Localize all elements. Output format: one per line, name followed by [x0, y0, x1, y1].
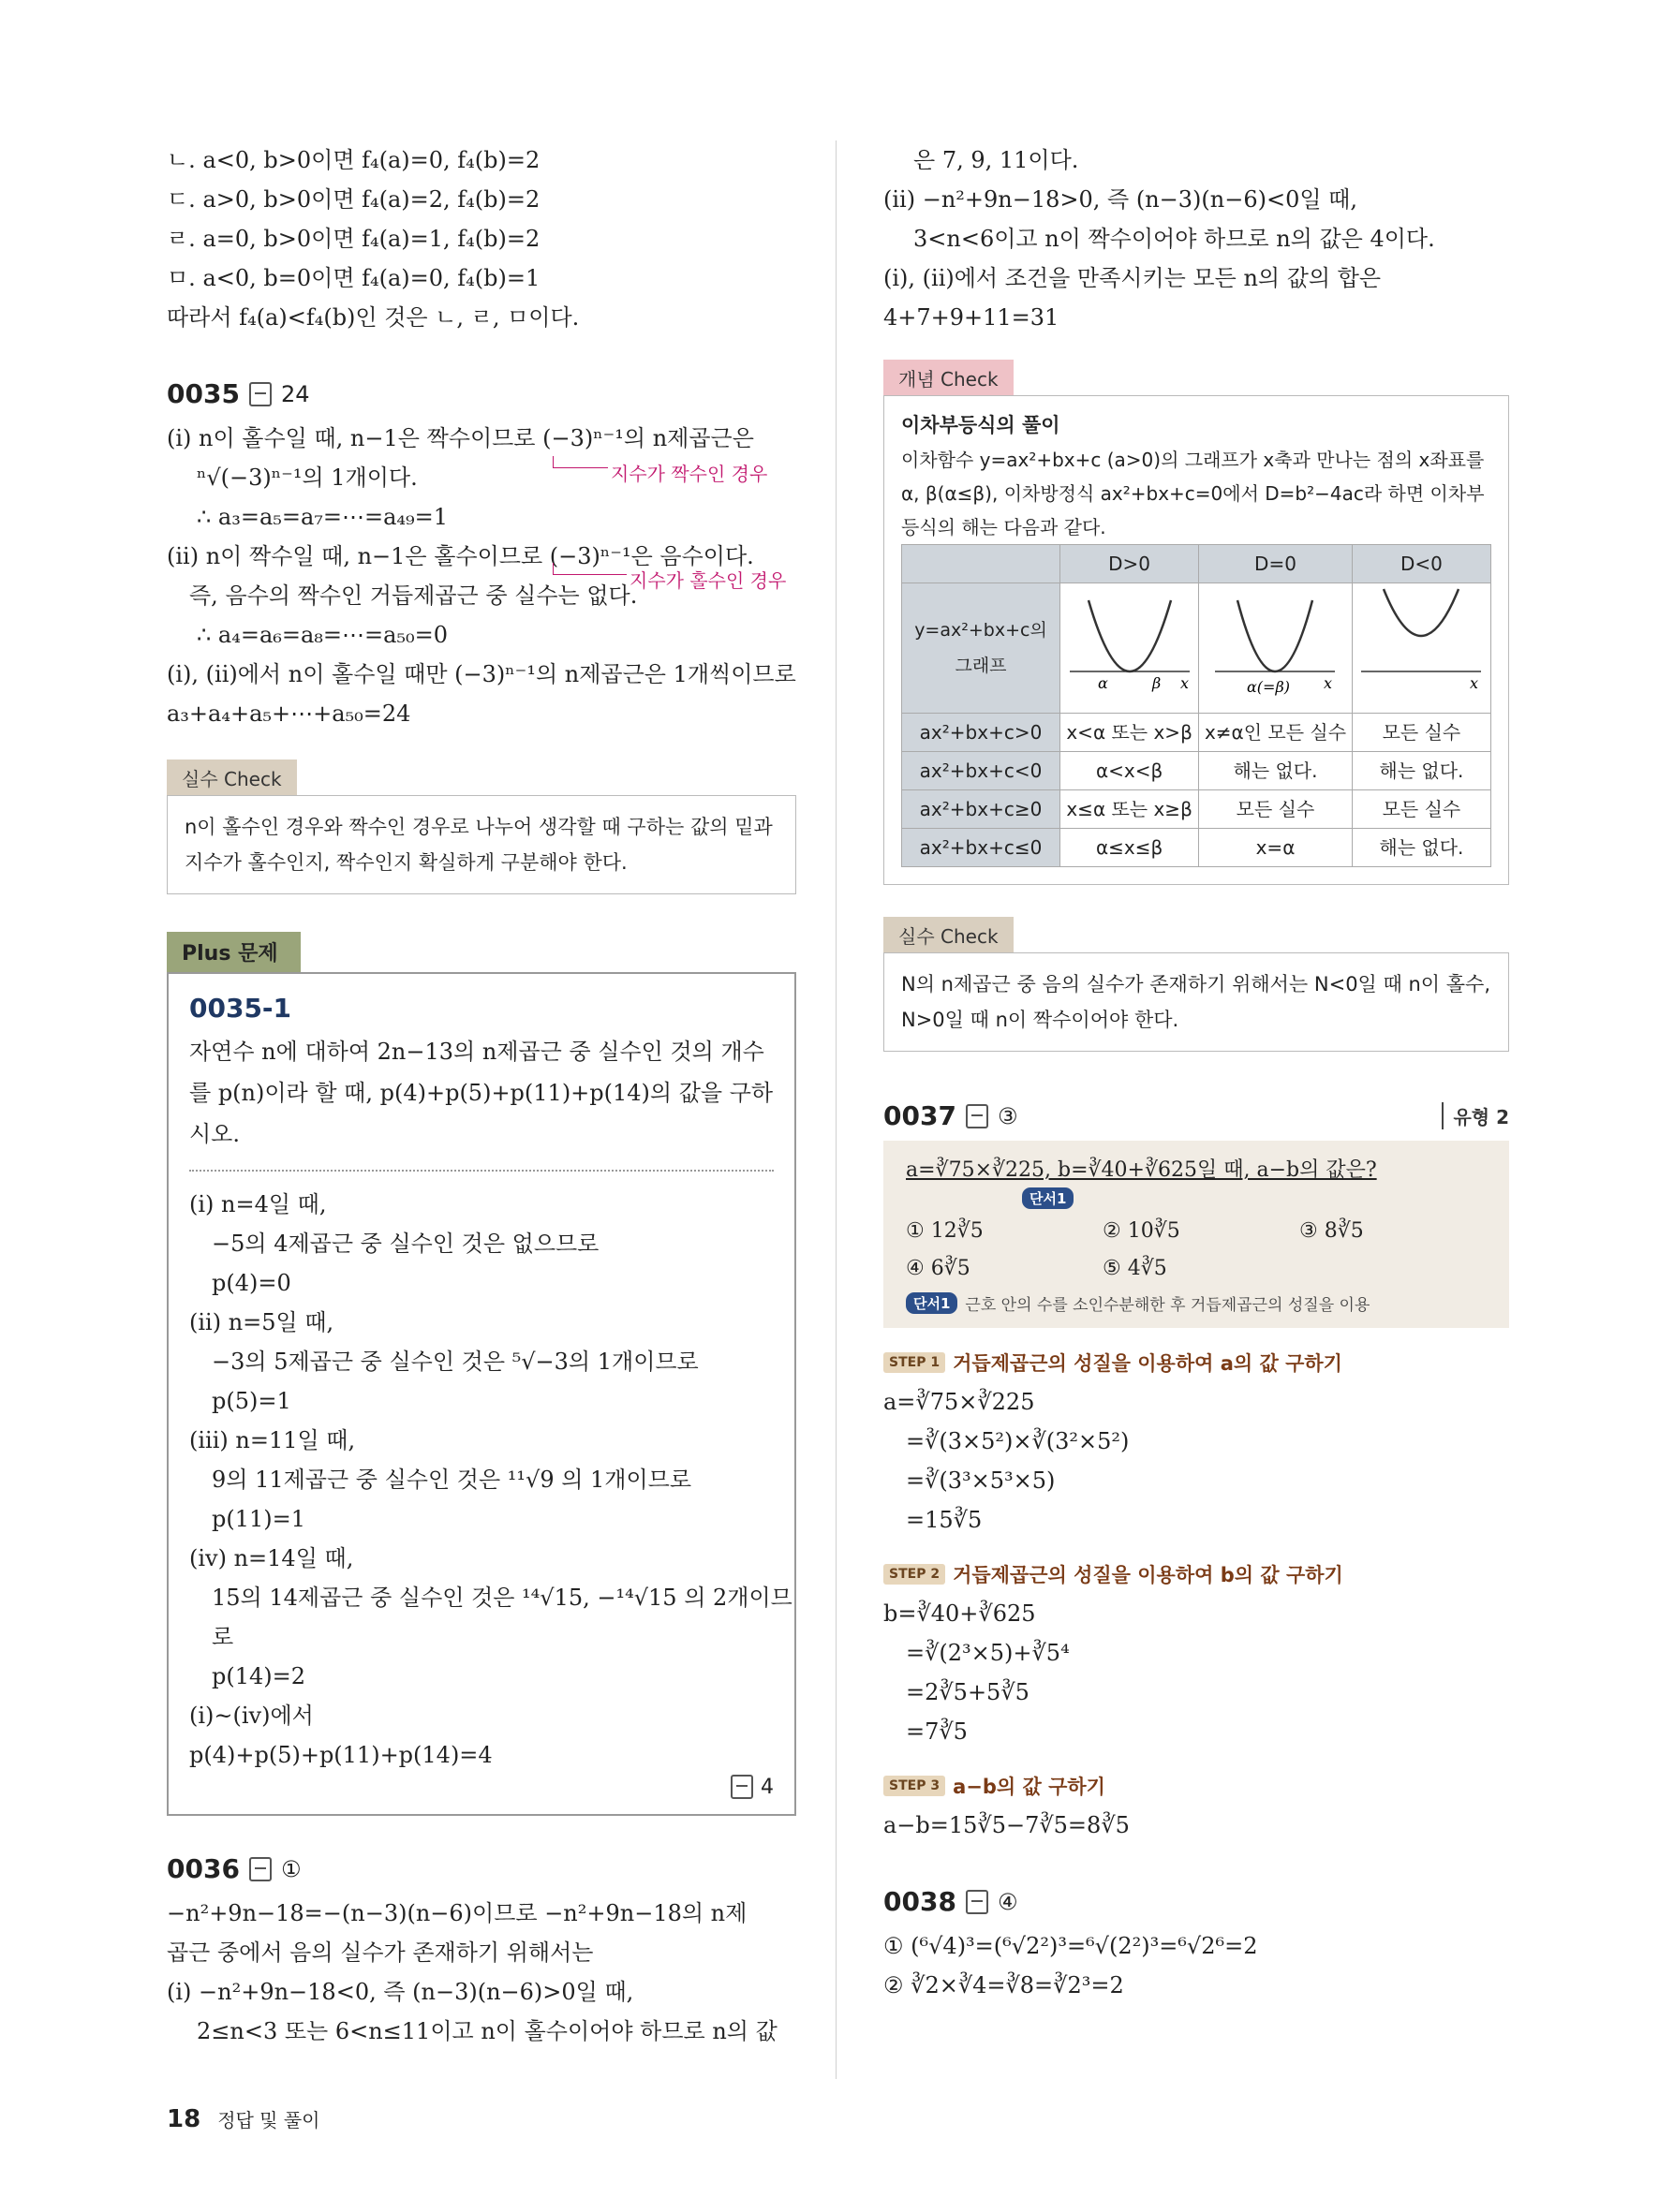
plus-question: 자연수 n에 대하여 2n−13의 n제곱근 중 실수인 것의 개수를 p(n)이라 할 때, p(4)+p(5)+p(11)+p(14)의 값을 구하시오. [189, 1039, 774, 1147]
text-line: p(4)=0 [212, 1270, 291, 1296]
check-tag: 실수 Check [883, 917, 1014, 952]
question-number: 0036 [167, 1853, 240, 1884]
text-line: ㅁ. a<0, b=0이면 f₄(a)=0, f₄(b)=1 [167, 265, 541, 291]
text-line: 3<n<6이고 n이 짝수이어야 하므로 n의 값은 4이다. [913, 226, 1435, 252]
hint-badge: 단서1 [1022, 1187, 1074, 1209]
question-header-0036 [167, 1853, 796, 1884]
plus-box [167, 972, 796, 1816]
graph-label: x [1179, 674, 1189, 692]
concept-tag: 개념 Check [883, 360, 1014, 395]
concept-title: 이차부등식의 풀이 [901, 414, 1060, 436]
text-line: (ii) n=5일 때, [189, 1309, 334, 1335]
answer-icon [966, 1104, 988, 1128]
check-text: N의 n제곱근 중 음의 실수가 존재하기 위해서는 N<0일 때 n이 홀수, N>0일 때 n이 짝수이어야 한다. [883, 952, 1509, 1052]
option-2[interactable]: ② 10∛5 [1103, 1219, 1180, 1243]
left-column [167, 140, 796, 2051]
answer-value: 4 [761, 1775, 774, 1799]
step-title: 거듭제곱근의 성질을 이용하여 b의 값 구하기 [953, 1564, 1343, 1586]
text-line: p(4)+p(5)+p(11)+p(14)=4 [189, 1742, 493, 1768]
text-line [167, 458, 796, 497]
table-cell: x<α 또는 x>β [1060, 714, 1199, 752]
graph-label: α [1097, 674, 1108, 692]
table-row-graph [902, 583, 1491, 714]
answer-value: ④ [997, 1888, 1018, 1915]
step-3-header [883, 1772, 1509, 1800]
text-line: (i), (ii)에서 조건을 만족시키는 모든 n의 값의 합은 [883, 265, 1382, 291]
text-line: 2≤n<3 또는 6<n≤11이고 n이 홀수이어야 하므로 n의 값 [197, 2018, 778, 2044]
answer-value: 24 [280, 380, 310, 407]
page-title: 정답 및 풀이 [217, 2109, 320, 2131]
table-header-row [902, 545, 1491, 583]
inequality-table [901, 544, 1491, 867]
concept-check [883, 360, 1509, 885]
question-number: 0037 [883, 1100, 956, 1131]
text-line: ① (⁶√4)³=(⁶√2²)³=⁶√(2²)³=⁶√2⁶=2 [883, 1933, 1258, 1959]
question-number: 0035 [167, 378, 240, 409]
plus-answer [189, 1775, 774, 1799]
parabola-no-root-graph [1354, 583, 1489, 701]
table-header: D>0 [1060, 545, 1199, 583]
answer-icon [249, 382, 272, 406]
answer-value: ③ [997, 1102, 1018, 1129]
text-span: 즉, 음수의 짝수인 거듭제곱근 중 실수는 없다. [189, 582, 638, 609]
check-text: n이 홀수인 경우와 짝수인 경우로 나누어 생각할 때 구하는 값의 밑과 지수가 홀수인지, 짝수인지 확실하게 구분해야 한다. [167, 795, 796, 894]
table-cell: 해는 없다. [1352, 829, 1490, 867]
text-line: ㄷ. a>0, b>0이면 f₄(a)=2, f₄(b)=2 [167, 186, 541, 213]
text-line: (ii) −n²+9n−18>0, 즉 (n−3)(n−6)<0일 때, [883, 186, 1357, 213]
option-1[interactable]: ① 12∛5 [906, 1219, 984, 1243]
step-badge: STEP 2 [883, 1564, 945, 1585]
table-cell: α≤x≤β [1060, 829, 1199, 867]
text-line: (i) −n²+9n−18<0, 즉 (n−3)(n−6)>0일 때, [167, 1979, 634, 2005]
text-line [167, 569, 796, 615]
column-divider [836, 140, 837, 2079]
solution-0036 [167, 1894, 796, 2051]
text-line: =15∛5 [906, 1507, 983, 1533]
text-line: p(14)=2 [212, 1663, 306, 1689]
text-line: 15의 14제곱근 중 실수인 것은 ¹⁴√15, −¹⁴√15 의 2개이므 [212, 1585, 792, 1611]
answer-options [906, 1213, 1487, 1288]
step-title: a−b의 값 구하기 [953, 1776, 1105, 1798]
table-cell: 모든 실수 [1352, 714, 1490, 752]
table-row-label: y=ax²+bx+c의 그래프 [902, 583, 1060, 714]
text-line: ∴ a₄=a₆=a₈=⋯=a₅₀=0 [197, 622, 449, 648]
option-3[interactable]: ③ 8∛5 [1299, 1219, 1364, 1243]
table-cell: 해는 없다. [1352, 752, 1490, 790]
table-cell: x=α [1199, 829, 1353, 867]
text-line: 4+7+9+11=31 [883, 304, 1059, 331]
option-5[interactable]: ⑤ 4∛5 [1103, 1257, 1167, 1280]
right-column [883, 140, 1509, 2005]
question-number-group [883, 1100, 1017, 1131]
annotation-odd: 지수가 홀수인 경우 [630, 569, 787, 592]
text-line: a−b=15∛5−7∛5=8∛5 [883, 1812, 1130, 1838]
text-line: =∛(2³×5)+∛5⁴ [906, 1640, 1070, 1666]
text-line: (i) n=4일 때, [189, 1191, 327, 1217]
text-line: 9의 11제곱근 중 실수인 것은 ¹¹√9 의 1개이므로 [212, 1467, 692, 1493]
dotted-divider [189, 1170, 774, 1172]
graph-label: β [1151, 674, 1161, 692]
hint-row [906, 1291, 1487, 1315]
graph-d-zero [1199, 583, 1353, 714]
page-footer [167, 2105, 320, 2133]
check-tag: 실수 Check [167, 759, 297, 795]
table-cell: α<x<β [1060, 752, 1199, 790]
question-box-0037 [883, 1141, 1509, 1328]
annotation-arrow [553, 456, 608, 468]
text-span: ⁿ√(−3)ⁿ⁻¹의 1개이다. [197, 465, 418, 491]
text-line: a=∛75×∛225 [883, 1389, 1035, 1415]
text-span: (ii) n이 짝수일 때, n−1은 홀수이므로 (−3)ⁿ⁻¹은 음수이다. [167, 543, 754, 569]
table-cell: ax²+bx+c<0 [902, 752, 1060, 790]
graph-label: α(=β) [1247, 678, 1291, 696]
text-line: ㄴ. a<0, b>0이면 f₄(a)=0, f₄(b)=2 [167, 147, 541, 173]
answer-icon [249, 1857, 272, 1881]
text-line: 은 7, 9, 11이다. [913, 147, 1079, 173]
table-cell: x≤α 또는 x≥β [1060, 790, 1199, 829]
question-number: 0038 [883, 1886, 956, 1917]
text-line: 곱근 중에서 음의 실수가 존재하기 위해서는 [167, 1939, 594, 1966]
table-cell: 모든 실수 [1199, 790, 1353, 829]
text-line: (iv) n=14일 때, [189, 1545, 354, 1571]
text-line: −n²+9n−18=−(n−3)(n−6)이므로 −n²+9n−18의 n제 [167, 1900, 748, 1926]
text-line: (i)~(iv)에서 [189, 1703, 314, 1729]
question-header-0035 [167, 378, 796, 409]
table-header: D=0 [1199, 545, 1353, 583]
table-row [902, 714, 1491, 752]
annotation-arrow [553, 563, 627, 575]
table-cell: x≠α인 모든 실수 [1199, 714, 1353, 752]
graph-label: x [1470, 674, 1479, 692]
page-number: 18 [167, 2105, 201, 2133]
step-badge: STEP 3 [883, 1776, 945, 1796]
table-header [902, 545, 1060, 583]
check-box-0035 [167, 759, 796, 894]
text-line: −3의 5제곱근 중 실수인 것은 ⁵√−3의 1개이므로 [212, 1349, 699, 1375]
graph-d-negative [1352, 583, 1490, 714]
answer-icon [731, 1775, 753, 1799]
text-line: b=∛40+∛625 [883, 1600, 1036, 1627]
question-header-0037 [883, 1100, 1509, 1131]
step-1-header [883, 1349, 1509, 1377]
text-line: 따라서 f₄(a)<f₄(b)인 것은 ㄴ, ㄹ, ㅁ이다. [167, 304, 580, 331]
hint-text: 근호 안의 수를 소인수분해한 후 거듭제곱근의 성질을 이용 [965, 1296, 1370, 1315]
hint-badge: 단서1 [906, 1292, 957, 1314]
graph-label: x [1324, 674, 1333, 692]
table-cell: 모든 실수 [1352, 790, 1490, 829]
text-span: (i) n이 홀수일 때, n−1은 짝수이므로 (−3)ⁿ⁻¹의 n제곱근은 [167, 425, 754, 451]
text-line: =∛(3×5²)×∛(3²×5²) [906, 1428, 1130, 1454]
plus-problem [167, 932, 796, 1816]
parabola-two-roots-graph [1062, 583, 1197, 701]
text-line: (iii) n=11일 때, [189, 1427, 356, 1453]
step-title: 거듭제곱근의 성질을 이용하여 a의 값 구하기 [953, 1352, 1342, 1375]
text-line: =7∛5 [906, 1718, 968, 1745]
question-header-0038 [883, 1886, 1509, 1917]
text-line: ② ∛2×∛4=∛8=∛2³=2 [883, 1972, 1124, 1998]
text-line: −5의 4제곱근 중 실수인 것은 없으므로 [212, 1231, 600, 1257]
table-cell: ax²+bx+c>0 [902, 714, 1060, 752]
text-line: (i), (ii)에서 n이 홀수일 때만 (−3)ⁿ⁻¹의 n제곱근은 1개씩이므로 [167, 661, 796, 687]
table-cell: ax²+bx+c≥0 [902, 790, 1060, 829]
answer-value: ① [280, 1855, 302, 1882]
table-row [902, 790, 1491, 829]
table-cell: ax²+bx+c≤0 [902, 829, 1060, 867]
text-line: p(5)=1 [212, 1388, 291, 1414]
text-line: =∛(3³×5³×5) [906, 1467, 1056, 1494]
text-line: ∴ a₃=a₅=a₇=⋯=a₄₉=1 [197, 504, 449, 530]
concept-text: 이차함수 y=ax²+bx+c (a>0)의 그래프가 x축과 만나는 점의 x좌표를 α, β(α≤β), 이차방정식 ax²+bx+c=0에서 D=b²−4ac라 하면 이차부등식의 해는 다음과 같다. [901, 449, 1485, 538]
plus-tag: Plus 문제 [167, 932, 301, 972]
hint-marker [906, 1187, 1487, 1209]
question-text: a=∛75×∛225, b=∛40+∛625일 때, a−b의 값은? [906, 1158, 1377, 1182]
solution-0035 [167, 419, 796, 733]
answer-icon [966, 1890, 988, 1914]
text-line: ㄹ. a=0, b>0이면 f₄(a)=1, f₄(b)=2 [167, 226, 541, 252]
annotation-even: 지수가 짝수인 경우 [611, 463, 768, 485]
text-line: p(11)=1 [212, 1506, 306, 1532]
parabola-one-root-graph [1207, 583, 1342, 701]
top-lines [167, 140, 796, 337]
table-header: D<0 [1352, 545, 1490, 583]
step-badge: STEP 1 [883, 1352, 945, 1373]
option-4[interactable]: ④ 6∛5 [906, 1257, 970, 1280]
plus-number: 0035-1 [189, 993, 292, 1024]
top-lines [883, 140, 1509, 337]
text-line: 로 [212, 1624, 234, 1650]
text-line [167, 419, 796, 458]
check-box-0036 [883, 917, 1509, 1052]
step-2-header [883, 1560, 1509, 1588]
concept-box [883, 395, 1509, 885]
table-row [902, 752, 1491, 790]
table-cell: 해는 없다. [1199, 752, 1353, 790]
text-line: =2∛5+5∛5 [906, 1679, 1029, 1705]
graph-d-positive [1060, 583, 1199, 714]
type-label: 유형 2 [1442, 1102, 1509, 1129]
text-line: a₃+a₄+a₅+⋯+a₅₀=24 [167, 700, 411, 727]
table-row [902, 829, 1491, 867]
